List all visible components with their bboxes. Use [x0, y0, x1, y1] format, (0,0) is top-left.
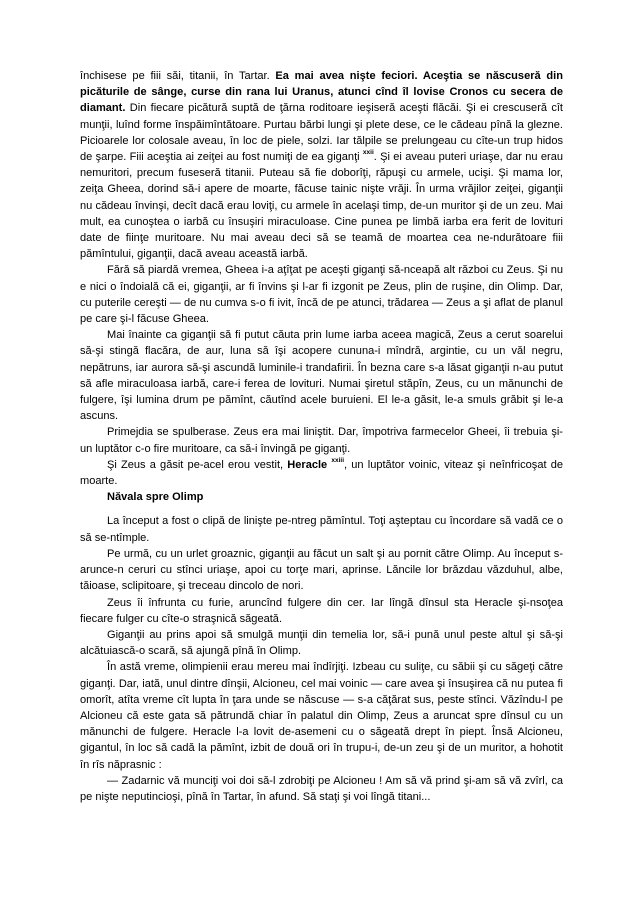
- paragraph: Mai înainte ca giganţii să fi putut căuta prin lume iarba aceea magică, Zeus a cerut soarelui să-şi stingă flacăra, de aur, luna să îşi acopere cununa-i mîndră, argintie, cu un văl negru, nepătruns, iar aurora să-şi ascundă luminile-i trandafirii. În bezna care s-a lăsat giganţii n-au putut să afle miraculoasa iarbă, care-i ferea de lovituri. Numai şiretul stăpîn, Zeus, cu un mănunchi de fulgere, îşi lumina drum pe pămînt, căutînd acele buruieni. El le-a găsit, le-a smuls grăbit şi le-a ascuns.: [80, 329, 563, 423]
- footnote-ref: xxii: [362, 149, 374, 157]
- book-page: [80, 68, 563, 805]
- paragraph: Primejdia se spulberase. Zeus era mai liniştit. Dar, împotriva farmecelor Gheei, îi trebuia şi-un luptător c-o fire muritoare, ca să-i învingă pe giganţi.: [80, 426, 563, 455]
- paragraph: La început a fost o clipă de linişte pe-ntreg pămîntul. Toţi aşteptau cu încordare să vadă ce o să se-ntîmple.: [80, 515, 563, 544]
- paragraph: Fără să piardă vremea, Gheea i-a aţîţat pe aceşti giganţi să-nceapă alt război cu Zeus. Şi nu e nici o îndoială că ei, giganţii, ar fi învins şi l-ar fi izgonit pe Zeus, plin de ruşine, din Olimp. Dar, cu puterile cereşti — de nu cumva s-o fi ivit, încă de pe atunci, trădarea — Zeus a şi aflat de planul pe care şi-l făcuse Gheea.: [80, 264, 563, 326]
- paragraph: — Zadarnic vă munciţi voi doi să-l zdrobiţi pe Alcioneu ! Am să vă prind şi-am să vă zvîrl, ca pe nişte neputincioşi, pînă în Tartar, în afund. Să staţi şi voi lîngă titani...: [80, 774, 563, 803]
- section-heading: [80, 489, 563, 505]
- paragraph-text: . Şi ei aveau puteri uriaşe, dar nu erau nemuritori, precum fuseseră titanii. Puteau să fie doborîţi, răpuşi cu armele, ucişi. Şi mama lor, zeiţa Gheea, dorind să-i apere de moarte, făcuse tainic nişte vrăji. În urma vrăjilor zeiţei, giganţii nu cădeau învinşi, decît dacă erau loviţi, cu armele în acelaşi timp, de-un muritor şi de un zeu. Mai mult, ea cunoştea o iarbă cu însuşiri miraculoase. Cine punea pe limbă iarba era ferit de lovituri date de fiinţe muritoare. Nu mai aveau deci să se teamă de moartea cea ne-ndurătoare fiii pămîntului, giganţii, dacă aveau această iarbă.: [80, 151, 563, 261]
- paragraph-text: , un luptător voinic, viteaz şi neînfricoşat de moarte.: [80, 458, 564, 488]
- paragraph: Pe urmă, cu un urlet groaznic, giganţii au făcut un salt şi au pornit către Olimp. Au început s-arunce-n ceruri cu stînci uriaşe, apoi cu torţe mari, aprinse. Lăncile lor brăzdau văzduhul, albe, tăioase, sclipitoare, şi treceau dincolo de nori.: [80, 547, 563, 593]
- footnote-ref: xxiii: [331, 456, 345, 464]
- section-heading-text: Năvala spre Olimp: [107, 491, 204, 504]
- paragraph-text: închisese pe fiii săi, titanii, în Tartar.: [80, 70, 276, 82]
- bold-name: Heracle: [287, 458, 328, 471]
- paragraph-text: Din fiecare picătură suptă de ţărna roditoare ieşiseră aceşti flăcăi. Şi ei crescuseră cît munţii, luînd forme înspăimîntătoare. Purtau bărbi lungi şi plete dese, ce le cădeau pînă la glezne. Picioarele lor colosale aveau, în loc de piele, solzi. Iar tălpile se prelungeau cu cîte-un trup hidos de şarpe. Fiii aceştia ai zeiţei au fost numiţi de ea giganţi: [80, 102, 563, 164]
- paragraph-text: Şi Zeus a găsit pe-acel erou vestit,: [107, 458, 288, 471]
- paragraph: [80, 68, 563, 262]
- paragraph: În astă vreme, olimpienii erau mereu mai îndîrjiţi. Izbeau cu suliţe, cu săbii şi cu săgeţi către giganţi. Dar, iată, unul dintre dînşii, Alcioneu, cel mai voinic — care avea şi însuşirea că nu putea fi omorît, atîta vreme cît lupta în ţara unde se născuse — s-a căţărat sus, peste stînci. Văzîndu-l pe Alcioneu că este gata să pătrundă chiar în palatul din Olimp, Zeus a aruncat spre dînsul cu un mănunchi de fulgere. Heracle l-a lovit de-asemeni cu o săgeată drept în piept. Însă Alcioneu, gigantul, în loc să cadă la pămînt, izbit de două ori în trupu-i, de-un zeu şi de un muritor, a hohotit în rîs năprasnic :: [80, 661, 563, 771]
- paragraph: Giganţii au prins apoi să smulgă munţii din temelia lor, să-i pună unul peste altul şi să-şi alcătuiască-o scară, să ajungă pînă în Olimp.: [80, 628, 563, 658]
- paragraph: [80, 457, 563, 489]
- bold-passage: Ea mai avea nişte feciori. Aceştia se născuseră din picăturile de sânge, curse din rana lui Uranus, atunci cînd îl lovise Cronos cu secera de diamant.: [80, 70, 563, 115]
- paragraph: Zeus îi înfrunta cu furie, aruncînd fulgere din cer. Iar lîngă dînsul sta Heracle şi-nsoţea fiecare fulger cu cîte-o straşnică săgeată.: [80, 596, 563, 625]
